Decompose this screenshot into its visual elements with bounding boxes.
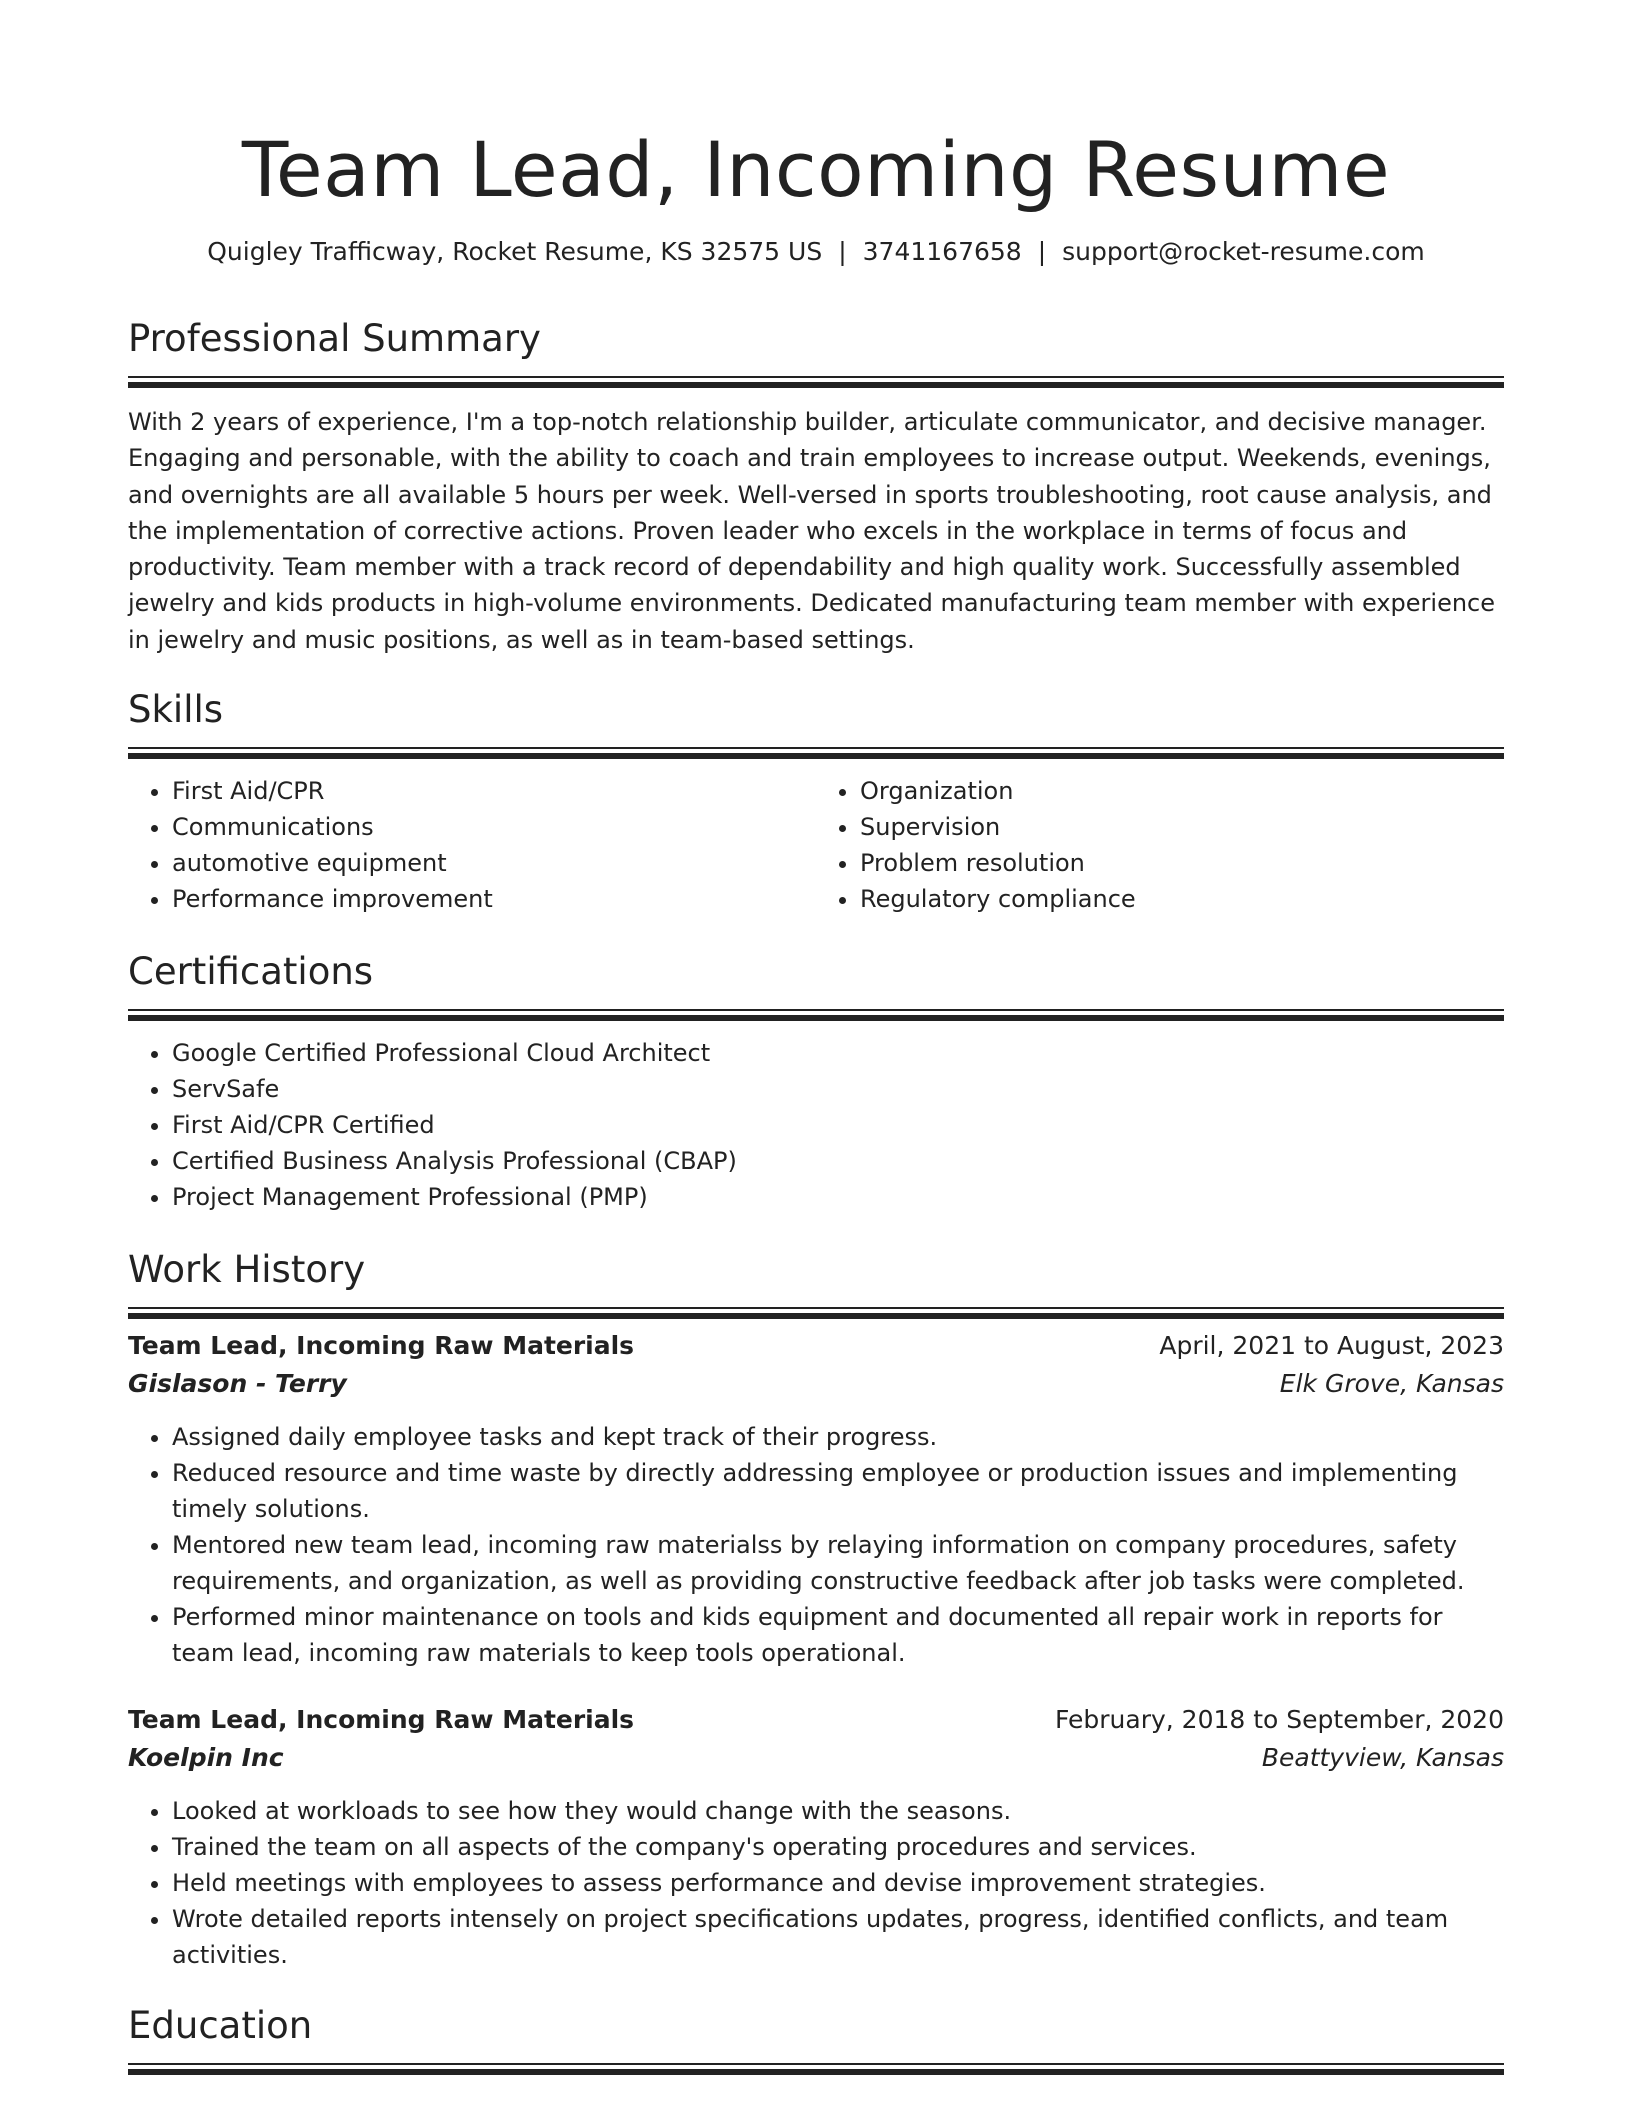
job-bullet: • Trained the team on all aspects of the company's operating procedures and services. (172, 1829, 1504, 1865)
job-bullet: • Looked at workloads to see how they would change with the seasons. (172, 1793, 1504, 1829)
job-location: Elk Grove, Kansas (1279, 1369, 1504, 1399)
job-subheader (128, 1739, 1504, 1777)
section-divider (128, 1009, 1504, 1011)
certification-item: • ServSafe (172, 1071, 1504, 1107)
contact-address: Quigley Trafficway, Rocket Resume, KS 32575 US (207, 237, 823, 266)
skill-item: • First Aid/CPR (172, 773, 816, 809)
job-bullet: • Held meetings with employees to assess performance and devise improvement strategies. (172, 1865, 1504, 1901)
job-dates: February, 2018 to September, 2020 (1055, 1705, 1504, 1735)
job-location: Beattyview, Kansas (1261, 1743, 1504, 1773)
section-divider (128, 1307, 1504, 1309)
certifications-section (128, 947, 1504, 1215)
contact-phone: 3741167658 (862, 237, 1022, 266)
job-company: Koelpin Inc (128, 1743, 284, 1773)
certification-item: • First Aid/CPR Certified (172, 1107, 1504, 1143)
section-heading-work-history: Work History (128, 1248, 366, 1292)
job-bullet: • Wrote detailed reports intensely on project specifications updates, progress, identified conflicts, and team activities. (172, 1901, 1504, 1973)
skills-section (128, 685, 1504, 917)
section-heading-summary: Professional Summary (128, 317, 541, 360)
resume-page (128, 0, 1504, 2065)
skills-columns (128, 773, 1504, 917)
skill-item: • Performance improvement (172, 881, 816, 917)
section-heading-certifications: Certifications (128, 950, 374, 994)
section-heading-skills: Skills (128, 688, 224, 732)
skill-item: • Organization (860, 773, 1504, 809)
job-header (128, 1327, 1504, 1365)
education-section (128, 2001, 1504, 2065)
job-bullets (128, 1793, 1504, 1973)
job-company: Gislason - Terry (128, 1369, 347, 1399)
contact-email: support@rocket-resume.com (1062, 237, 1425, 266)
job-title: Team Lead, Incoming Raw Materials (128, 1331, 635, 1361)
section-heading-education: Education (128, 2004, 313, 2048)
skill-item: • Communications (172, 809, 816, 845)
job-bullets (128, 1419, 1504, 1671)
job-bullet: • Reduced resource and time waste by directly addressing employee or production issues and implementing timely solutions. (172, 1455, 1504, 1527)
job-header (128, 1701, 1504, 1739)
skills-list-right (816, 773, 1504, 917)
job-subheader (128, 1365, 1504, 1403)
skill-item: • Regulatory compliance (860, 881, 1504, 917)
certification-item: • Google Certified Professional Cloud Architect (172, 1035, 1504, 1071)
job-dates: April, 2021 to August, 2023 (1159, 1331, 1504, 1361)
job-entry (128, 1327, 1504, 1671)
job-entry (128, 1701, 1504, 1973)
contact-separator: | (1037, 237, 1047, 266)
resume-name: Team Lead, Incoming Resume (241, 125, 1391, 214)
contact-line (128, 234, 1504, 270)
contact-separator: | (838, 237, 847, 266)
section-divider (128, 2063, 1504, 2065)
job-bullet: • Performed minor maintenance on tools and kids equipment and documented all repair work in reports for team lead, incoming raw materials to keep tools operational. (172, 1599, 1504, 1671)
certification-item: • Certified Business Analysis Professional (CBAP) (172, 1143, 1504, 1179)
skill-item: • automotive equipment (172, 845, 816, 881)
job-bullet: • Mentored new team lead, incoming raw materialss by relaying information on company procedures, safety requirements, and organization, as well as providing constructive feedback after job tasks were completed. (172, 1527, 1504, 1599)
certifications-list (128, 1035, 1504, 1215)
certification-item: • Project Management Professional (PMP) (172, 1179, 1504, 1215)
section-divider (128, 747, 1504, 749)
skill-item: • Supervision (860, 809, 1504, 845)
summary-section (128, 314, 1504, 658)
work-history-section (128, 1245, 1504, 1973)
skill-item: • Problem resolution (860, 845, 1504, 881)
job-title: Team Lead, Incoming Raw Materials (128, 1705, 635, 1735)
section-divider (128, 376, 1504, 378)
skills-list-left (128, 773, 816, 917)
summary-text: With 2 years of experience, I'm a top-notch relationship builder, articulate communicator, and decisive manager. Engaging and personable, with the ability to coach and train employees to increase output. Weekends, evenings, and overnights are all available 5 hours per week. Well-versed in sports troubleshooting, root cause analysis, and the implementation of corrective actions. Proven leader who excels in the workplace in terms of focus and productivity. Team member with a track record of dependability and high quality work. Successfully assembled jewelry and kids products in high-volume environments. Dedicated manufacturing team member with experience in jewelry and music positions, as well as in team-based settings. (128, 408, 1496, 654)
job-bullet: • Assigned daily employee tasks and kept track of their progress. (172, 1419, 1504, 1455)
